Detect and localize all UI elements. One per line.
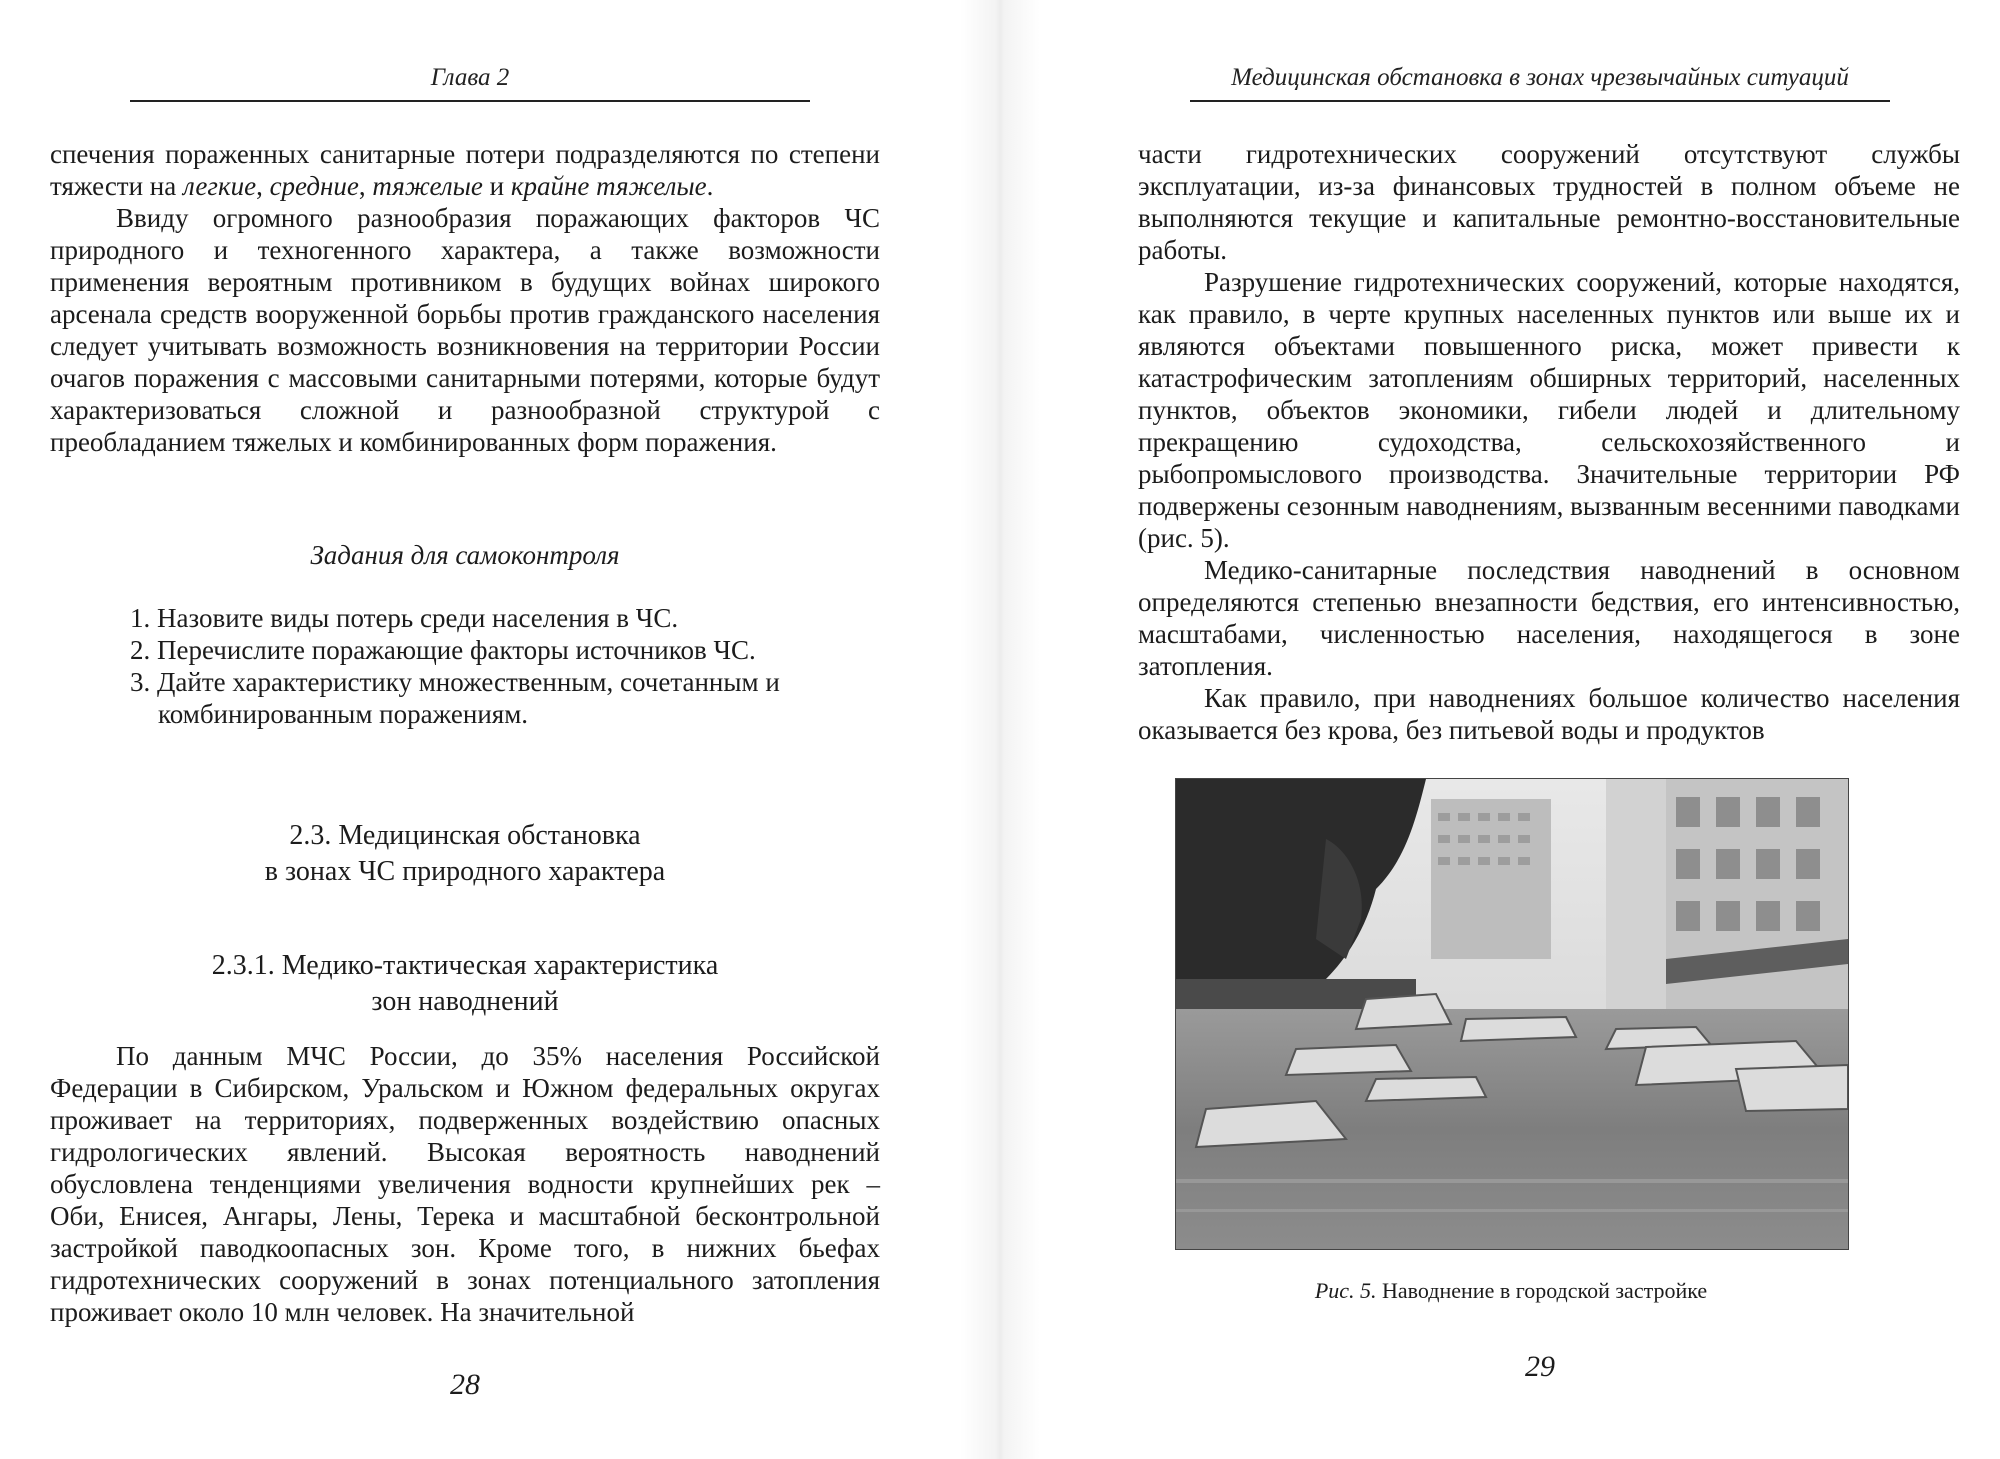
right-paragraph-2: Разрушение гидротехнических сооружений, которые находятся, как правило, в черте крупных населенных пунктов или выше их и являются объектами повышенного риска, может привести к катастрофическим затоплениям обширных территорий, населенных пунктов, объектов экономики, гибели людей и длительному прекращению судоходства, сельскохозяйственного и рыбопромыслового производства. Значительные территории РФ подвержены сезонным наводнениям, вызванным весенними паводками (рис. 5). bbox=[1138, 267, 1960, 553]
left-running-head: Глава 2 bbox=[430, 64, 510, 91]
category-severe: тяжелые bbox=[372, 171, 483, 201]
category-extremely-severe: крайне тяжелые bbox=[510, 171, 707, 201]
category-medium: средние bbox=[269, 171, 359, 201]
right-page-number: 29 bbox=[1525, 1350, 1555, 1383]
task-list bbox=[130, 602, 810, 730]
left-text-block-top bbox=[50, 138, 880, 458]
self-control-heading: Задания для самоконтроля bbox=[310, 540, 620, 570]
right-text-block bbox=[1138, 138, 1960, 746]
right-running-head: Медицинская обстановка в зонах чрезвычайных ситуаций bbox=[1231, 64, 1849, 91]
flood-photo bbox=[1175, 778, 1849, 1250]
category-light: легкие bbox=[182, 171, 257, 201]
subsection-heading: 2.3.1. Медико-тактическая характеристика зон наводнений bbox=[211, 950, 719, 1017]
right-paragraph-4: Как правило, при наводнениях большое количество населения оказывается без крова, без питьевой воды и продуктов bbox=[1138, 683, 1960, 745]
left-text-block-bottom bbox=[50, 1040, 880, 1328]
left-header-rule bbox=[130, 100, 810, 102]
section-heading: 2.3. Медицинская обстановка в зонах ЧС природного характера bbox=[264, 820, 666, 887]
task-item: 1. Назовите виды потерь среди населения в ЧС. bbox=[130, 603, 679, 633]
right-header-rule bbox=[1190, 100, 1890, 102]
figure-caption bbox=[1175, 1278, 1847, 1304]
figure-caption-text: Наводнение в городской застройке bbox=[1376, 1278, 1708, 1303]
task-item: 3. Дайте характеристику множественным, сочетанным и комбинированным поражениям. bbox=[130, 667, 780, 729]
left-paragraph-1: спечения пораженных санитарные потери подразделяются по степени тяжести на легкие, средние, тяжелые и крайне тяжелые. bbox=[50, 139, 880, 201]
task-item: 2. Перечислите поражающие факторы источников ЧС. bbox=[130, 635, 756, 665]
left-paragraph-2: Ввиду огромного разнообразия поражающих факторов ЧС природного и техногенного характера, а также возможности применения вероятным противником в будущих войнах широкого арсенала средств вооруженной борьбы против гражданского населения следует учитывать возможность возникновения на территории России очагов поражения с массовыми санитарными потерями, которые будут характеризоваться сложной и разнообразной структурой с преобладанием тяжелых и комбинированных форм поражения. bbox=[50, 203, 880, 457]
left-paragraph-3: По данным МЧС России, до 35% населения Российской Федерации в Сибирском, Уральском и Южном федеральных округах проживает на территориях, подверженных воздействию опасных гидрологических явлений. Высокая вероятность наводнений обусловлена тенденциями увеличения водности крупнейших рек – Оби, Енисея, Ангары, Лены, Терека и масштабной бесконтрольной застройкой паводкоопасных зон. Кроме того, в нижних бьефах гидротехнических сооружений в зонах потенциального затопления проживает около 10 млн человек. На значительной bbox=[50, 1041, 880, 1327]
figure-label: Рис. 5. bbox=[1314, 1278, 1377, 1303]
right-paragraph-1: части гидротехнических сооружений отсутствуют службы эксплуатации, из-за финансовых трудностей в полном объеме не выполняются текущие и капитальные ремонтно-восстановительные работы. bbox=[1138, 139, 1960, 265]
left-page-number: 28 bbox=[450, 1368, 480, 1401]
right-paragraph-3: Медико-санитарные последствия наводнений в основном определяются степенью внезапности бедствия, его интенсивностью, масштабами, численностью населения, находящегося в зоне затопления. bbox=[1138, 555, 1960, 681]
